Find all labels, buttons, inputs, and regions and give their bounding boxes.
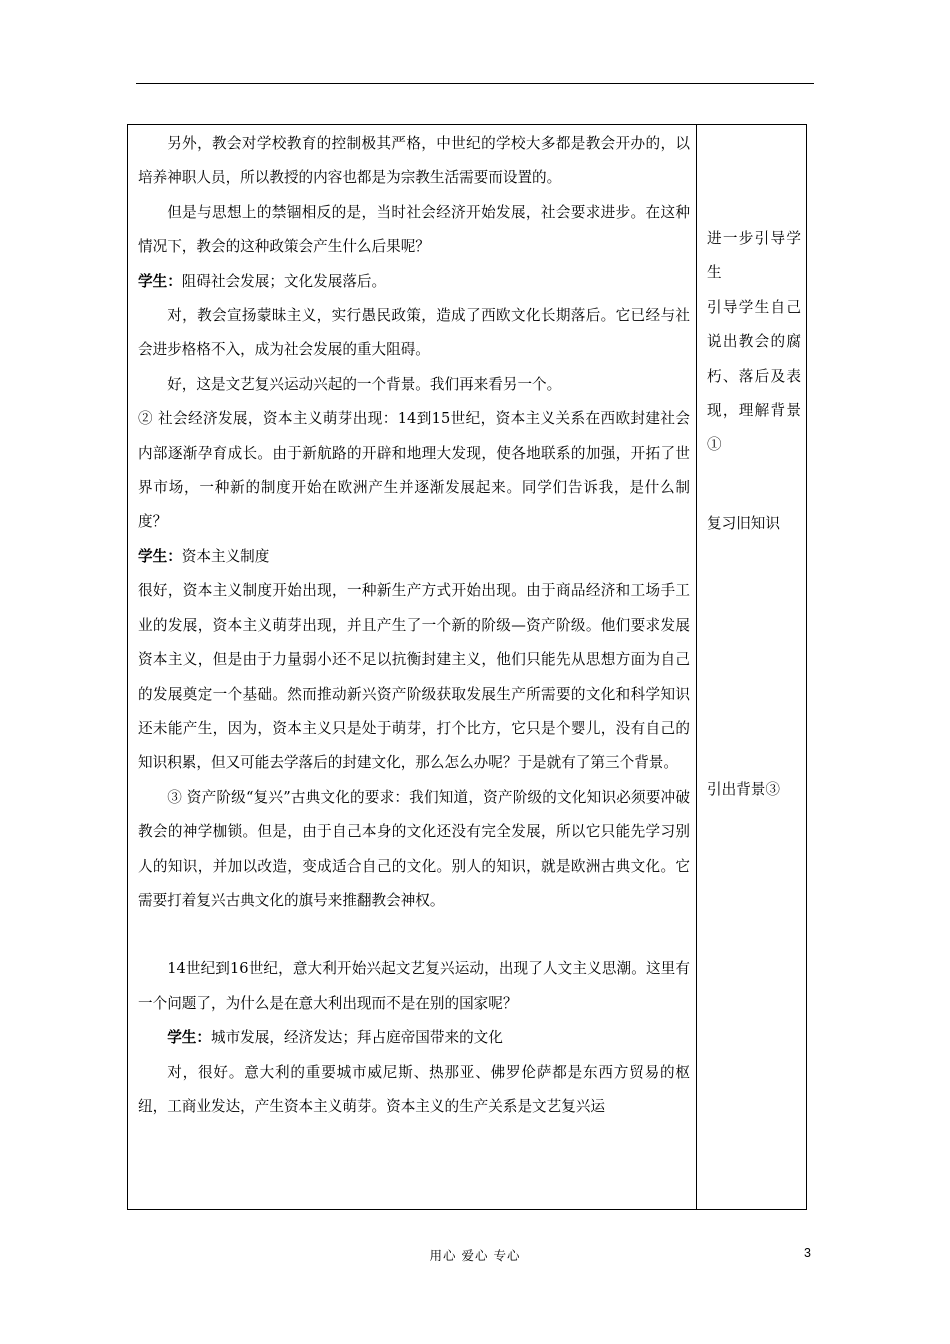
teaching-note-guide [707,222,801,463]
paragraph-church-schools: 另外，教会对学校教育的控制极其严格，中世纪的学校大多都是教会开办的，以培养神职人员，所以教授的内容也都是为宗教生活需要而设置的。 [138,135,690,187]
lesson-content-column [138,127,690,1124]
note-intro-background: 引出背景③ [707,781,780,798]
note-review: 复习旧知识 [707,515,780,532]
paragraph-background-3: ③ 资产阶级“复兴”古典文化的要求：我们知道，资产阶级的文化知识必须要冲破教会的神学枷锁。但是，由于自己本身的文化还没有完全发展，所以它只能先学习别人的知识，并加以改造，变成适合自己的文化。别人的知识，就是欧洲古典文化。它需要打着复兴古典文化的旗号来推翻教会神权。 [138,788,690,909]
student-label: 学生： [138,272,182,290]
header-rule [136,83,814,84]
page-number: 3 [804,1246,811,1260]
student-answer-2 [138,540,690,574]
teaching-note-intro [707,773,801,807]
teaching-note-review [707,507,801,541]
paragraph-background-2: ② 社会经济发展，资本主义萌芽出现：14到15世纪，资本主义关系在西欧封建社会内部逐渐孕育成长。由于新航路的开辟和地理大发现，使各地联系的加强，开拓了世界市场，一种新的制度开始在欧洲产生并逐渐发展起来。同学们告诉我，是什么制度？ [138,410,690,531]
note-further-guide: 进一步引导学生 [707,230,801,282]
page-footer: 用心 爱心 专心 [429,1248,521,1263]
student-label: 学生： [167,1029,211,1047]
column-divider [696,124,697,1210]
paragraph-obscurantism: 对，教会宣扬蒙昧主义，实行愚民政策，造成了西欧文化长期落后。它已经与社会进步格格不入，成为社会发展的重大阻碍。 [138,307,690,359]
paragraph-italy-question: 14世纪到16世纪，意大利开始兴起文艺复兴运动，出现了人文主义思潮。这里有一个问题了，为什么是在意大利出现而不是在别的国家呢？ [138,960,690,1012]
student-label: 学生： [138,547,182,565]
paragraph-economy-question: 但是与思想上的禁锢相反的是，当时社会经济开始发展，社会要求进步。在这种情况下，教会的这种政策会产生什么后果呢？ [138,203,690,256]
student-answer-text: 阻碍社会发展；文化发展落后。 [181,272,387,290]
student-answer-1 [138,265,690,299]
note-student-guide: 引导学生自己说出教会的腐朽、落后及表现，理解背景① [707,298,801,454]
student-answer-text: 城市发展，经济发达；拜占庭帝国带来的文化 [210,1029,503,1047]
paragraph-italy-cities: 对，很好。意大利的重要城市威尼斯、热那亚、佛罗伦萨都是东西方贸易的枢纽，工商业发达，产生资本主义萌芽。资本主义的生产关系是文艺复兴运 [138,1063,690,1115]
paragraph-capitalism: 很好，资本主义制度开始出现，一种新生产方式开始出现。由于商品经济和工场手工业的发展，资本主义萌芽出现，并且产生了一个新的阶级—资产阶级。他们要求发展资本主义，但是由于力量弱小还不足以抗衡封建主义，他们只能先从思想方面为自己的发展奠定一个基础。然而推动新兴资产阶级获取发展生产所需要的文化和科学知识还未能产生，因为，资本主义只是处于萌芽，打个比方，它只是个婴儿，没有自己的知识积累，但又可能去学落后的封建文化，那么怎么办呢？于是就有了第三个背景。 [138,582,690,772]
student-answer-3 [138,1021,690,1055]
paragraph-background-intro: 好，这是文艺复兴运动兴起的一个背景。我们再来看另一个。 [167,375,562,393]
student-answer-text: 资本主义制度 [181,547,270,565]
